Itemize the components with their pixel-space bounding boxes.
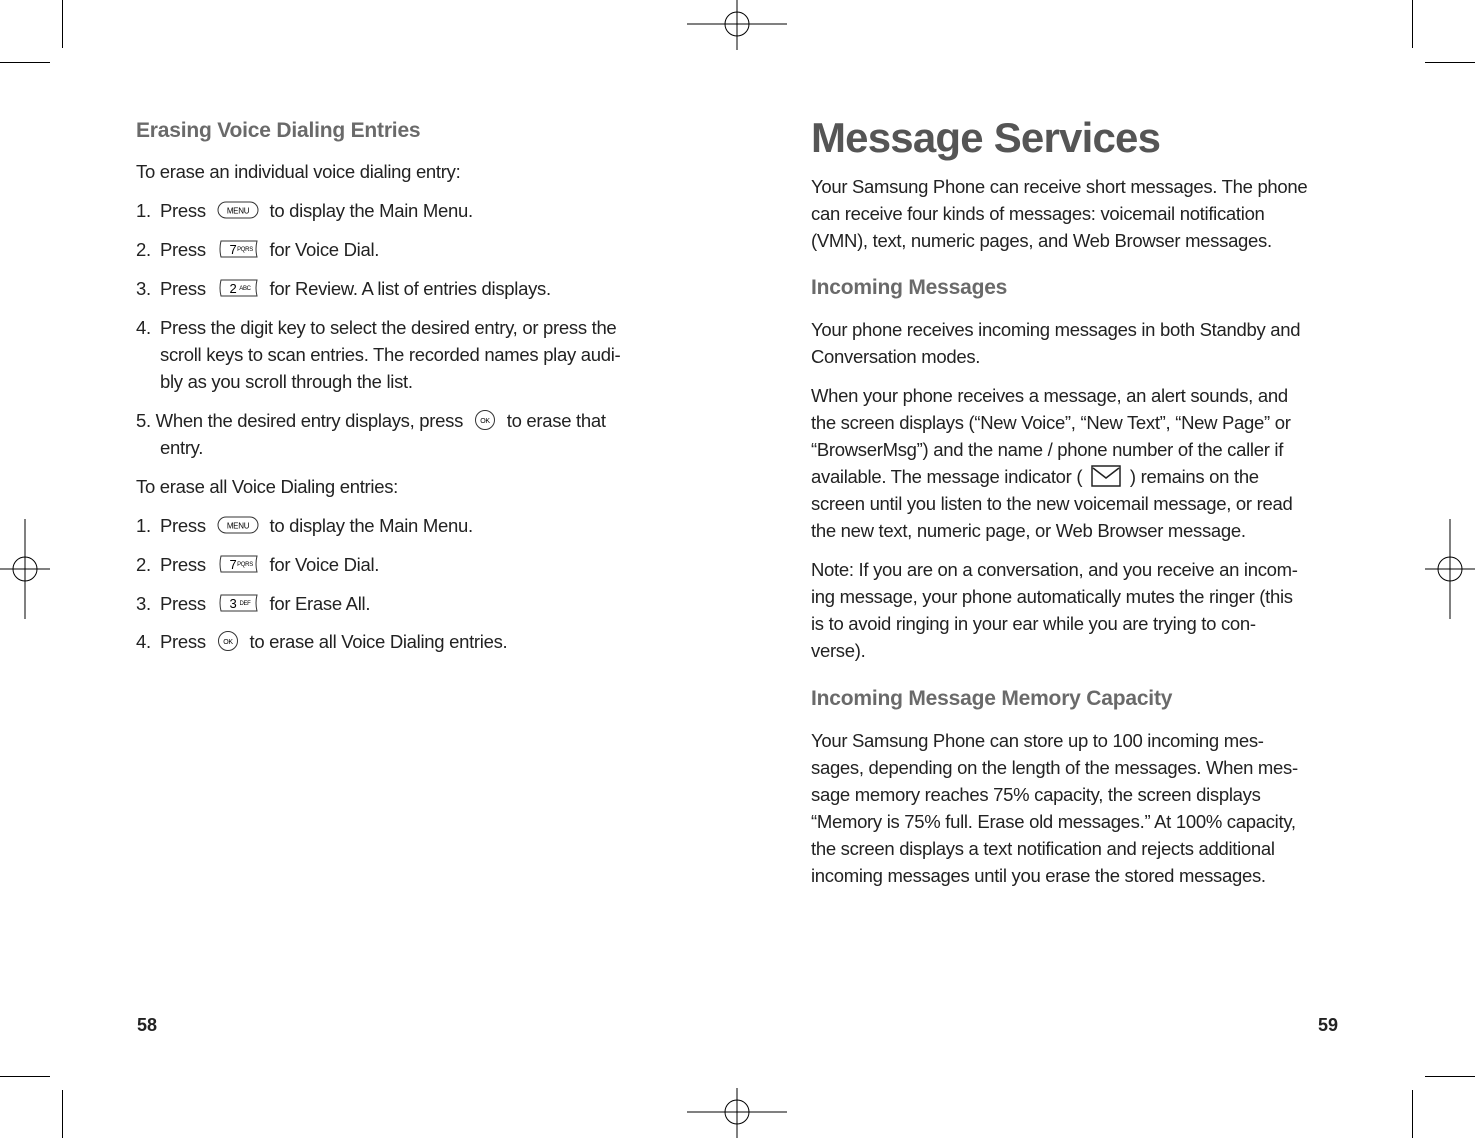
- paragraph-line: sage memory reaches 75% capacity, the screen displays: [811, 784, 1261, 805]
- note-line: verse).: [811, 640, 866, 661]
- ok-key-icon: [217, 630, 239, 652]
- paragraph-line: the new text, numeric page, or Web Browser message.: [811, 520, 1246, 541]
- crop-mark: [62, 0, 63, 48]
- registration-mark-icon: [0, 519, 50, 619]
- crop-mark: [1412, 1090, 1413, 1138]
- paragraph-line: Conversation modes.: [811, 346, 981, 367]
- section-heading-capacity: Incoming Message Memory Capacity: [811, 687, 1173, 710]
- step-4-line-3: bly as you scroll through the list.: [160, 371, 413, 392]
- key-2-icon: [217, 278, 259, 298]
- svg-text:OK: OK: [480, 418, 490, 426]
- step-all-1: 1. Press MENU to display the Main Menu.: [136, 515, 473, 536]
- section-heading: Erasing Voice Dialing Entries: [136, 119, 421, 142]
- paragraph-line: screen until you listen to the new voicemail message, or read: [811, 493, 1293, 514]
- paragraph-line: Your Samsung Phone can store up to 100 incoming mes-: [811, 730, 1264, 751]
- intro-line: Your Samsung Phone can receive short messages. The phone: [811, 176, 1308, 197]
- paragraph-line: sages, depending on the length of the messages. When mes-: [811, 757, 1298, 778]
- step-5-line-2: entry.: [160, 437, 204, 458]
- step-4: 4. Press the digit key to select the desired entry, or press the: [136, 317, 617, 338]
- step-all-3: 3. Press 3 DEF for Erase All.: [136, 593, 371, 614]
- key-3-icon: [217, 593, 259, 613]
- paragraph-line: Your phone receives incoming messages in both Standby and: [811, 319, 1301, 340]
- key-7-icon: [217, 239, 259, 259]
- step-all-4: 4. Press OK to erase all Voice Dialing entries.: [136, 631, 508, 652]
- svg-text:2: 2: [229, 281, 237, 297]
- paragraph-line: When your phone receives a message, an alert sounds, and: [811, 385, 1288, 406]
- intro-line: can receive four kinds of messages: voicemail notification: [811, 203, 1265, 224]
- crop-mark: [1425, 62, 1475, 63]
- crop-mark: [62, 1090, 63, 1138]
- registration-mark-icon: [1425, 519, 1475, 619]
- note-line: ing message, your phone automatically mutes the ringer (this: [811, 586, 1293, 607]
- svg-text:7: 7: [229, 557, 237, 573]
- svg-text:PQRS: PQRS: [236, 247, 253, 254]
- page-number-left: 58: [137, 1015, 158, 1035]
- intro-all: To erase all Voice Dialing entries:: [136, 476, 399, 497]
- svg-text:DEF: DEF: [239, 601, 251, 608]
- paragraph-line: “BrowserMsg”) and the name / phone number of the caller if: [811, 439, 1284, 460]
- paragraph-line: the screen displays a text notification and rejects additional: [811, 838, 1275, 859]
- svg-text:MENU: MENU: [226, 206, 249, 216]
- step-4-line-2: scroll keys to scan entries. The recorded names play audi-: [160, 344, 621, 365]
- paragraph-line: “Memory is 75% full. Erase old messages.” At 100% capacity,: [811, 811, 1296, 832]
- menu-key-icon: [217, 516, 259, 534]
- registration-mark-icon: [687, 0, 787, 50]
- step-3: 3. Press 2 ABC for Review. A list of entries displays.: [136, 278, 551, 299]
- envelope-icon: [1091, 465, 1121, 487]
- intro-individual: To erase an individual voice dialing entry:: [136, 161, 461, 182]
- step-2: 2. Press 7 PQRS for Voice Dial.: [136, 239, 380, 260]
- step-all-2: 2. Press 7 PQRS for Voice Dial.: [136, 554, 380, 575]
- section-heading-incoming: Incoming Messages: [811, 276, 1008, 299]
- crop-mark: [0, 1076, 50, 1077]
- paragraph-line-indicator: available. The message indicator ( ) remains on the: [811, 466, 1259, 487]
- svg-text:OK: OK: [222, 639, 233, 647]
- svg-text:7: 7: [229, 242, 237, 258]
- key-7-icon: [217, 554, 259, 574]
- crop-mark: [1425, 1076, 1475, 1077]
- page-number-right: 59: [1318, 1015, 1339, 1035]
- note-line: is to avoid ringing in your ear while you are trying to con-: [811, 613, 1256, 634]
- svg-text:ABC: ABC: [238, 286, 251, 293]
- registration-mark-icon: [687, 1088, 787, 1138]
- paragraph-line: incoming messages until you erase the stored messages.: [811, 865, 1266, 886]
- menu-key-icon: [217, 201, 259, 219]
- svg-text:PQRS: PQRS: [236, 562, 253, 569]
- intro-line: (VMN), text, numeric pages, and Web Browser messages.: [811, 230, 1272, 251]
- crop-mark: [0, 62, 50, 63]
- svg-text:3: 3: [229, 596, 237, 612]
- step-1: 1. Press MENU to display the Main Menu.: [136, 200, 473, 221]
- page-title: Message Services: [811, 114, 1161, 161]
- step-5: 5. When the desired entry displays, press OK to erase that: [136, 410, 606, 431]
- crop-mark: [1412, 0, 1413, 48]
- svg-text:MENU: MENU: [226, 521, 249, 531]
- ok-key-icon: [474, 409, 496, 431]
- note-line: Note: If you are on a conversation, and you receive an incom-: [811, 559, 1298, 580]
- paragraph-line: the screen displays (“New Voice”, “New Text”, “New Page” or: [811, 412, 1291, 433]
